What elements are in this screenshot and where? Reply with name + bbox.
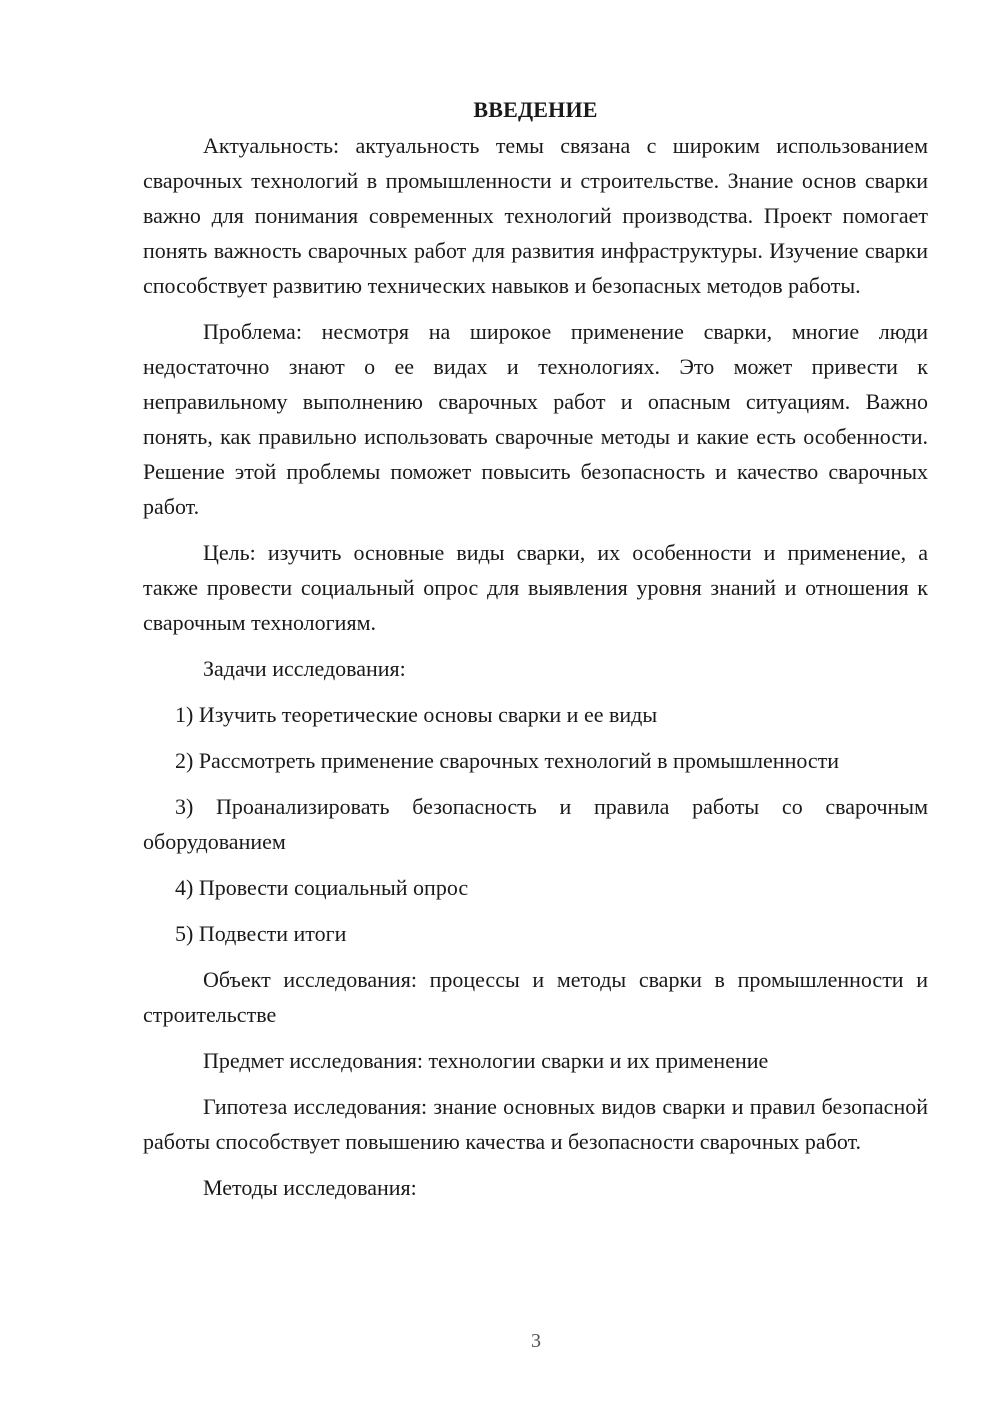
task-item-4: 4) Провести социальный опрос	[175, 875, 469, 900]
paragraph-problem: Проблема: несмотря на широкое применение сварки, многие люди недостаточно знают о ее видах и технологиях. Это может привести к неправильному выполнению сварочных работ и опасным ситуациям. Важно понять, как правильно использовать сварочные методы и какие есть особенности. Решение этой проблемы поможет повысить безопасность и качество сварочных работ.	[143, 319, 928, 519]
task-item-3: 3) Проанализировать безопасность и правила работы со сварочным оборудованием	[143, 794, 928, 854]
page-number: 3	[531, 1330, 541, 1352]
task-item-5: 5) Подвести итоги	[175, 921, 347, 946]
task-item-2: 2) Рассмотреть применение сварочных технологий в промышленности	[175, 748, 840, 773]
paragraph-hypothesis: Гипотеза исследования: знание основных видов сварки и правил безопасной работы способствует повышению качества и безопасности сварочных работ.	[143, 1094, 928, 1154]
paragraph-relevance: Актуальность: актуальность темы связана с широким использованием сварочных технологий в промышленности и строительстве. Знание основ сварки важно для понимания современных технологий производства. Проект помогает понять важность сварочных работ для развития инфраструктуры. Изучение сварки способствует развитию технических навыков и безопасных методов работы.	[143, 133, 928, 298]
task-item-1: 1) Изучить теоретические основы сварки и ее виды	[175, 702, 658, 727]
paragraph-object: Объект исследования: процессы и методы сварки в промышленности и строительстве	[143, 967, 928, 1027]
paragraph-goal: Цель: изучить основные виды сварки, их особенности и применение, а также провести социальный опрос для выявления уровня знаний и отношения к сварочным технологиям.	[143, 540, 928, 635]
paragraph-subject: Предмет исследования: технологии сварки и их применение	[203, 1048, 769, 1073]
methods-heading: Методы исследования:	[203, 1175, 417, 1200]
document-page	[143, 88, 928, 1216]
document-title: ВВЕДЕНИЕ	[473, 97, 598, 122]
tasks-heading: Задачи исследования:	[203, 656, 406, 681]
